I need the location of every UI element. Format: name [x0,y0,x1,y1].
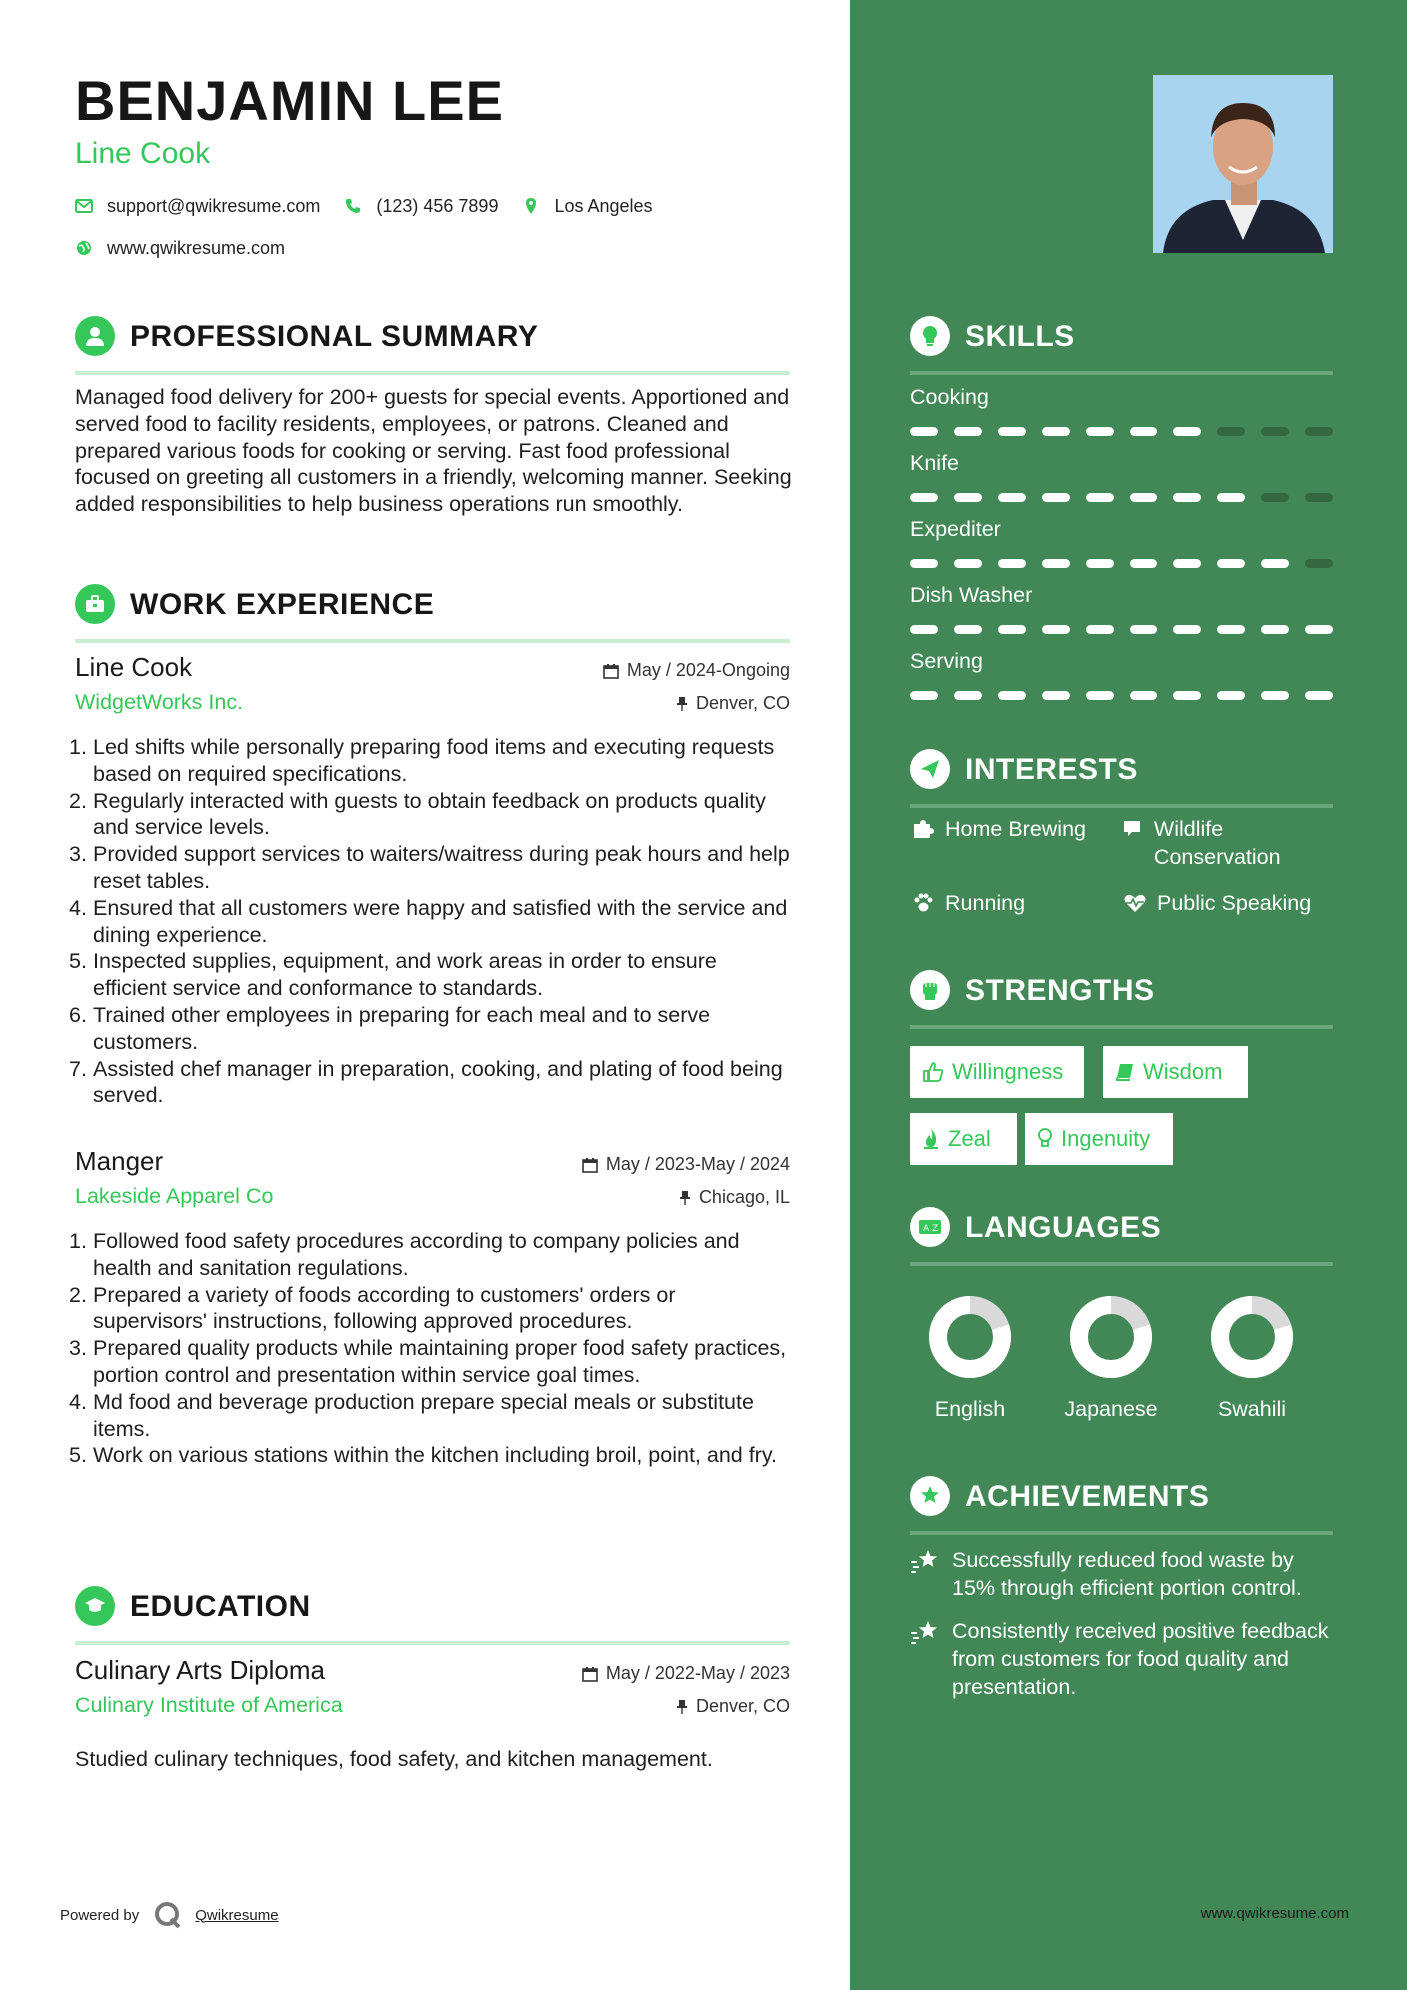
star-icon [910,1617,940,1701]
skill-dash [1042,559,1070,568]
briefcase-icon [75,584,115,624]
experience-heading [75,584,790,643]
contact-info [75,192,815,276]
job-date-text: May / 2024-Ongoing [626,660,790,680]
skill-level-bar [910,625,1333,634]
lightbulb-icon [1037,1128,1053,1150]
skill-name: Dish Washer [910,583,1033,607]
language-name: English [934,1397,1006,1421]
skill-dash [1173,691,1201,700]
email-text[interactable]: support@qwikresume.com [107,195,321,216]
experience-title: WORK EXPERIENCE [130,588,435,621]
education-location [676,1696,790,1717]
skill-dash [910,625,938,634]
language-name: Japanese [1064,1397,1158,1421]
achievements-heading [910,1476,1333,1535]
interest-label: Home Brewing [945,817,1086,841]
map-pin-icon [522,197,540,215]
achievement-item [910,1617,1340,1701]
education-date-text: May / 2022-May / 2023 [605,1663,790,1683]
skill-dash [1130,559,1158,568]
pushpin-icon [676,696,688,712]
fist-icon [910,970,950,1010]
job-company: Lakeside Apparel Co [75,1184,274,1208]
job-location-text: Denver, CO [695,693,790,713]
skill-dash [1086,427,1114,436]
location-text: Los Angeles [554,195,653,216]
strength-chip [910,1113,1017,1165]
skill-dash [1042,427,1070,436]
skill-dash [1305,493,1333,502]
skill-item [910,517,1333,568]
envelope-icon [75,197,93,215]
skill-dash [1173,625,1201,634]
job-bullets [69,734,795,1109]
skill-dash [954,625,982,634]
language-item [1041,1292,1181,1422]
skill-dash [1217,559,1245,568]
skill-dash [1217,625,1245,634]
interest-label: Running [945,891,1026,915]
achievements-title: ACHIEVEMENTS [965,1480,1210,1513]
job-date [582,1154,790,1175]
list-item: 3. Prepared quality products while maintaining proper food safety practices, portion control and presentation within service goal times. [69,1336,787,1387]
list-item: 1. Followed food safety procedures according to company policies and health and sanitation regulations. [69,1229,740,1280]
languages-title: LANGUAGES [965,1211,1162,1244]
svg-text:A: A [923,1224,930,1234]
skill-dash [954,427,982,436]
tree-icon [1122,815,1145,843]
language-donut [925,1292,1015,1382]
skill-dash [1261,493,1289,502]
skill-dash [1305,559,1333,568]
education-date [582,1663,790,1684]
interest-item [910,815,1086,843]
star-hand-icon [910,1476,950,1516]
heartbeat-icon [1122,889,1148,917]
skill-dash [1086,493,1114,502]
interest-item [1122,815,1332,871]
skill-name: Knife [910,451,960,475]
strengths-title: STRENGTHS [965,974,1155,1007]
skill-level-bar [910,691,1333,700]
language-donut [1066,1292,1156,1382]
list-item: 7. Assisted chef manager in preparation, cooking, and plating of food being served. [69,1056,783,1108]
skill-dash [1130,691,1158,700]
skill-dash [1217,427,1245,436]
skill-level-bar [910,559,1333,568]
qwikresume-logo-icon [153,1900,183,1930]
skill-item [910,385,1333,436]
skill-dash [910,691,938,700]
school-name: Culinary Institute of America [75,1693,343,1717]
skill-name: Cooking [910,385,989,409]
list-item: 4. Md food and beverage production prepare special meals or substitute items. [69,1389,754,1441]
skill-dash [910,493,938,502]
book-icon [1115,1062,1135,1082]
strength-label: Ingenuity [1061,1126,1151,1151]
achievement-text: Consistently received positive feedback from customers for food quality and presentation. [952,1619,1329,1699]
pushpin-icon [679,1190,691,1206]
skill-dash [998,493,1026,502]
skill-dash [1217,493,1245,502]
strength-chip [1025,1113,1173,1165]
skill-dash [1217,691,1245,700]
list-item: 5. Work on various stations within the kitchen including broil, point, and fry. [69,1443,777,1468]
strength-chip [910,1046,1084,1098]
website-text[interactable]: www.qwikresume.com [107,237,286,258]
skills-title: SKILLS [965,320,1075,353]
skill-dash [954,691,982,700]
summary-title: PROFESSIONAL SUMMARY [130,320,539,353]
summary-text: Managed food delivery for 200+ guests for special events. Apportioned and served food to facility residents, employees, or patrons. Cleaned and prepared various foods for cooking or serving. Fast food professional focused on greeting all customers in a friendly, welcoming manner. Seeking added responsibilities to help business operations run smoothly. [75,385,792,517]
language-donut [1207,1292,1297,1382]
list-item: 3. Provided support services to waiters/waitress during peak hours and help reset tables. [69,842,790,893]
language-item [1182,1292,1322,1422]
list-item: 2. Prepared a variety of foods according to customers' orders or supervisors' instructions, following approved procedures. [69,1282,676,1334]
skill-dash [1305,625,1333,634]
qwikresume-link[interactable]: Qwikresume [195,1906,279,1924]
job-entry [69,652,790,1112]
list-item: 1. Led shifts while personally preparing food items and executing requests based on required specifications. [69,735,775,786]
skill-level-bar [910,427,1333,436]
job-entry [69,1146,790,1546]
strength-label: Zeal [948,1126,991,1151]
skill-dash [1042,625,1070,634]
skill-item [910,649,1333,700]
summary-heading [75,316,790,375]
skill-item [910,583,1333,634]
calendar-icon [582,1666,598,1682]
job-location [679,1187,790,1208]
job-company: WidgetWorks Inc. [75,690,244,714]
candidate-role: Line Cook [75,137,211,170]
pushpin-icon [676,1699,688,1715]
skill-dash [1086,559,1114,568]
skill-dash [1261,691,1289,700]
skill-name: Expediter [910,517,1001,541]
thumbs-up-icon [922,1061,944,1083]
profile-photo [1153,75,1333,253]
skill-dash [1086,691,1114,700]
skill-dash [1130,625,1158,634]
phone-text[interactable]: (123) 456 7899 [376,195,499,216]
language-item [900,1292,1040,1422]
footer-powered-by [60,1900,279,1930]
skill-dash [1173,427,1201,436]
education-title: EDUCATION [130,1590,311,1623]
fire-icon [922,1128,940,1150]
job-location-text: Chicago, IL [698,1187,790,1207]
user-icon [75,316,115,356]
footer-website[interactable]: www.qwikresume.com [1200,1905,1349,1922]
interests-heading [910,749,1333,808]
graduation-cap-icon [75,1586,115,1626]
calendar-icon [603,663,619,679]
interest-item [910,889,1025,917]
paper-plane-icon [910,749,950,789]
skill-dash [1305,691,1333,700]
skill-dash [1261,559,1289,568]
strengths-heading [910,970,1333,1029]
job-title: Line Cook [75,652,193,682]
language-icon [910,1207,950,1247]
interest-item [1122,889,1311,917]
skill-item [910,451,1333,502]
skill-dash [998,559,1026,568]
skill-dash [954,559,982,568]
education-entry [75,1655,790,1785]
skill-dash [954,493,982,502]
lightbulb-icon [910,316,950,356]
achievement-item [910,1546,1340,1602]
strength-chip [1103,1046,1248,1098]
candidate-name: BENJAMIN LEE [75,69,504,132]
skills-heading [910,316,1333,375]
language-name: Swahili [1217,1397,1287,1421]
job-location [676,693,790,714]
list-item: 2. Regularly interacted with guests to obtain feedback on products quality and service levels. [69,788,766,840]
skill-dash [998,427,1026,436]
svg-text:Z: Z [932,1224,939,1234]
list-item: 4. Ensured that all customers were happy and satisfied with the service and dining experience. [69,895,788,947]
paw-icon [910,889,936,917]
education-location-text: Denver, CO [695,1696,790,1716]
interest-label: Wildlife Conservation [1153,817,1281,869]
skill-dash [1042,493,1070,502]
star-icon [910,1546,940,1602]
job-title: Manger [75,1146,164,1176]
list-item: 5. Inspected supplies, equipment, and work areas in order to ensure efficient service and conformance to standards. [69,949,717,1001]
job-bullets [69,1228,795,1469]
skill-dash [1305,427,1333,436]
skill-dash [998,691,1026,700]
achievement-text: Successfully reduced food waste by 15% through efficient portion control. [952,1548,1302,1600]
skill-dash [1042,691,1070,700]
globe-icon [75,239,93,257]
skill-dash [998,625,1026,634]
education-heading [75,1586,790,1645]
puzzle-icon [910,815,936,843]
skill-dash [910,559,938,568]
skill-name: Serving [910,649,983,673]
skill-level-bar [910,493,1333,502]
skill-dash [1261,625,1289,634]
languages-heading [910,1207,1333,1266]
calendar-icon [582,1157,598,1173]
skill-dash [1261,427,1289,436]
degree-title: Culinary Arts Diploma [75,1655,325,1685]
skill-dash [1130,427,1158,436]
education-description: Studied culinary techniques, food safety, and kitchen management. [75,1747,713,1771]
job-date-text: May / 2023-May / 2024 [605,1154,790,1174]
skill-dash [1173,493,1201,502]
job-date [603,660,790,681]
interest-label: Public Speaking [1157,891,1312,915]
strength-label: Wisdom [1143,1059,1223,1084]
list-item: 6. Trained other employees in preparing for each meal and to serve customers. [69,1002,711,1054]
powered-by-label: Powered by [60,1906,140,1924]
skill-dash [1173,559,1201,568]
strength-label: Willingness [952,1059,1064,1084]
skill-dash [1086,625,1114,634]
interests-title: INTERESTS [965,753,1138,786]
phone-icon [344,197,362,215]
skill-dash [910,427,938,436]
skill-dash [1130,493,1158,502]
